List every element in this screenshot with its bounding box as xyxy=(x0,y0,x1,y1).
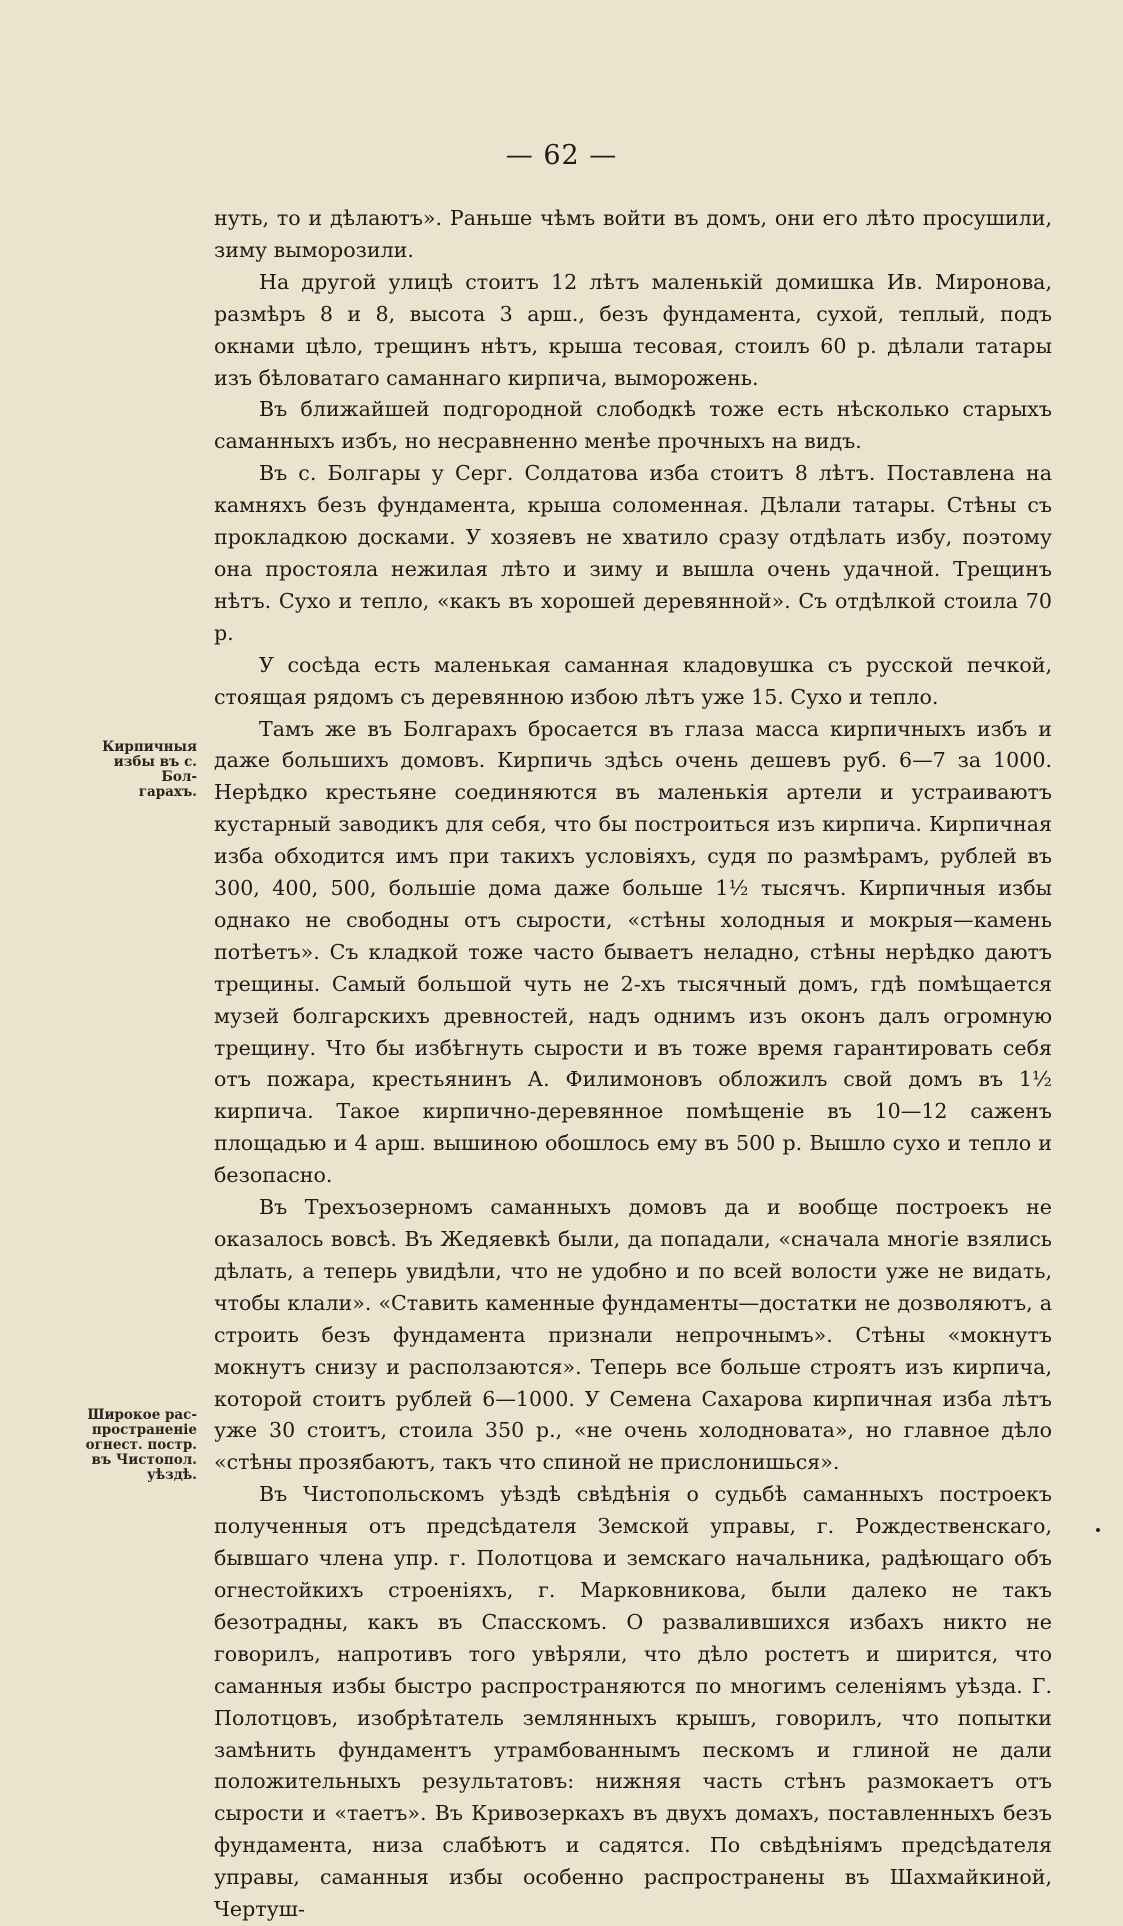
paragraph: Въ Чистопольскомъ уѣздѣ свѣдѣнія о судьбѣ саманныхъ построекъ полученныя отъ предсѣдателя Земской управы, г. Рождественскаго, бывшаго члена упр. г. Полотцова и земскаго начальника, радѣющаго объ огнестойкихъ строеніяхъ, г. Марковникова, были далеко не такъ безотрадны, какъ въ Спасскомъ. О развалившихся избахъ никто не говорилъ, напротивъ того увѣряли, что дѣло ростетъ и ширится, что саманныя избы быстро распространяются по многимъ селеніямъ уѣзда. Г. Полотцовъ, изобрѣтатель землянныхъ крышъ, говорилъ, что попытки замѣнить фундаментъ утрамбованнымъ пескомъ и глиной не дали положительныхъ результатовъ: нижняя часть стѣнъ размокаетъ отъ сырости и «таетъ». Въ Кривозеркахъ въ двухъ домахъ, поставленныхъ безъ фундамента, низа слабѣютъ и садятся. По свѣдѣніямъ предсѣдателя управы, саманныя избы особенно распространены въ Шахмайкиной, Чертуш- xyxy=(214,1482,1052,1922)
margin-note-line: въ Чистопол. xyxy=(91,1452,197,1468)
paragraph: На другой улицѣ стоитъ 12 лѣтъ маленькій домишка Ив. Миронова, размѣръ 8 и 8, высота 3 арш., безъ фундамента, сухой, теплый, подъ окнами цѣло, трещинъ нѣтъ, крыша тесовая, стоилъ 60 р. дѣлали татары изъ бѣловатаго саманнаго кирпича, выморожень. xyxy=(214,269,1052,390)
margin-note-line: Широкое рас- xyxy=(87,1407,197,1423)
margin-note-line: Кирпичныя xyxy=(102,739,197,755)
margin-note-line: пространеніе xyxy=(91,1422,197,1438)
page-number: — 62 — xyxy=(505,140,618,171)
ink-speck xyxy=(1096,1528,1100,1532)
margin-note-line: гарахъ. xyxy=(138,784,197,800)
margin-note-line: уѣздѣ. xyxy=(147,1467,197,1483)
paragraph: нуть, то и дѣлаютъ». Раньше чѣмъ войти въ домъ, они его лѣто просушили, зиму выморозили. xyxy=(214,206,1052,262)
paragraph: Въ с. Болгары у Серг. Солдатова изба стоитъ 8 лѣтъ. Поставлена на камняхъ безъ фундамента, крыша соломенная. Дѣлали татары. Стѣны съ прокладкою досками. У хозяевъ не хватило сразу отдѣлать избу, поэтому она простояла нежилая лѣто и зиму и вышла очень удачной. Трещинъ нѣтъ. Сухо и тепло, «какъ въ хорошей деревянной». Съ отдѣлкой стоила 70 р. xyxy=(214,461,1052,645)
body-text xyxy=(214,203,1052,1926)
margin-note-line: избы въ с. Бол- xyxy=(113,754,197,785)
margin-note-line: огнест. постр. xyxy=(85,1437,197,1453)
margin-note-chistopol xyxy=(77,1408,197,1483)
paragraph: Въ ближайшей подгородной слободкѣ тоже есть нѣсколько старыхъ саманныхъ избъ, но несравненно менѣе прочныхъ на видъ. xyxy=(214,397,1052,454)
paragraph: У сосѣда есть маленькая саманная кладовушка съ русской печкой, стоящая рядомъ съ деревянною избою лѣтъ уже 15. Сухо и тепло. xyxy=(214,652,1052,709)
margin-note-brick-huts xyxy=(77,740,197,800)
paragraph: Тамъ же въ Болгарахъ бросается въ глаза масса кирпичныхъ избъ и даже большихъ домовъ. Кирпичь здѣсь очень дешевъ руб. 6—7 за 1000. Нерѣдко крестьяне соединяются въ маленькія артели и устраиваютъ кустарный заводикъ для себя, что бы построиться изъ кирпича. Кирпичная изба обходится имъ при такихъ условіяхъ, судя по размѣрамъ, рублей въ 300, 400, 500, большіе дома даже больше 1½ тысячъ. Кирпичныя избы однако не свободны отъ сырости, «стѣны холодныя и мокрыя—камень потѣетъ». Съ кладкой тоже часто бываетъ неладно, стѣны нерѣдко даютъ трещины. Самый большой чуть не 2-хъ тысячный домъ, гдѣ помѣщается музей болгарскихъ древностей, надъ однимъ изъ оконъ далъ огромную трещину. Что бы избѣгнуть сырости и въ тоже время гарантировать себя отъ пожара, крестьянинъ А. Филимоновъ обложилъ свой домъ въ 1½ кирпича. Такое кирпично-деревянное помѣщеніе въ 10—12 саженъ площадью и 4 арш. вышиною обошлось ему въ 500 р. Вышло сухо и тепло и безопасно. xyxy=(214,716,1052,1188)
paragraph: Въ Трехъозерномъ саманныхъ домовъ да и вообще построекъ не оказалось вовсѣ. Въ Жедяевкѣ были, да попадали, «сначала многіе взялись дѣлать, а теперь увидѣли, что не удобно и по всей волости уже не видать, чтобы клали». «Ставить каменные фундаменты—достатки не дозволяютъ, а строить безъ фундамента признали непрочнымъ». Стѣны «мокнутъ мокнутъ снизу и расползаются». Теперь все больше строятъ изъ кирпича, которой стоитъ рублей 6—1000. У Семена Сахарова кирпичная изба лѣтъ уже 30 стоитъ, стоила 350 р., «не очень холодновата», но главное дѣло «стѣны прозябаютъ, такъ что спиной не прислонишься». xyxy=(214,1195,1052,1475)
